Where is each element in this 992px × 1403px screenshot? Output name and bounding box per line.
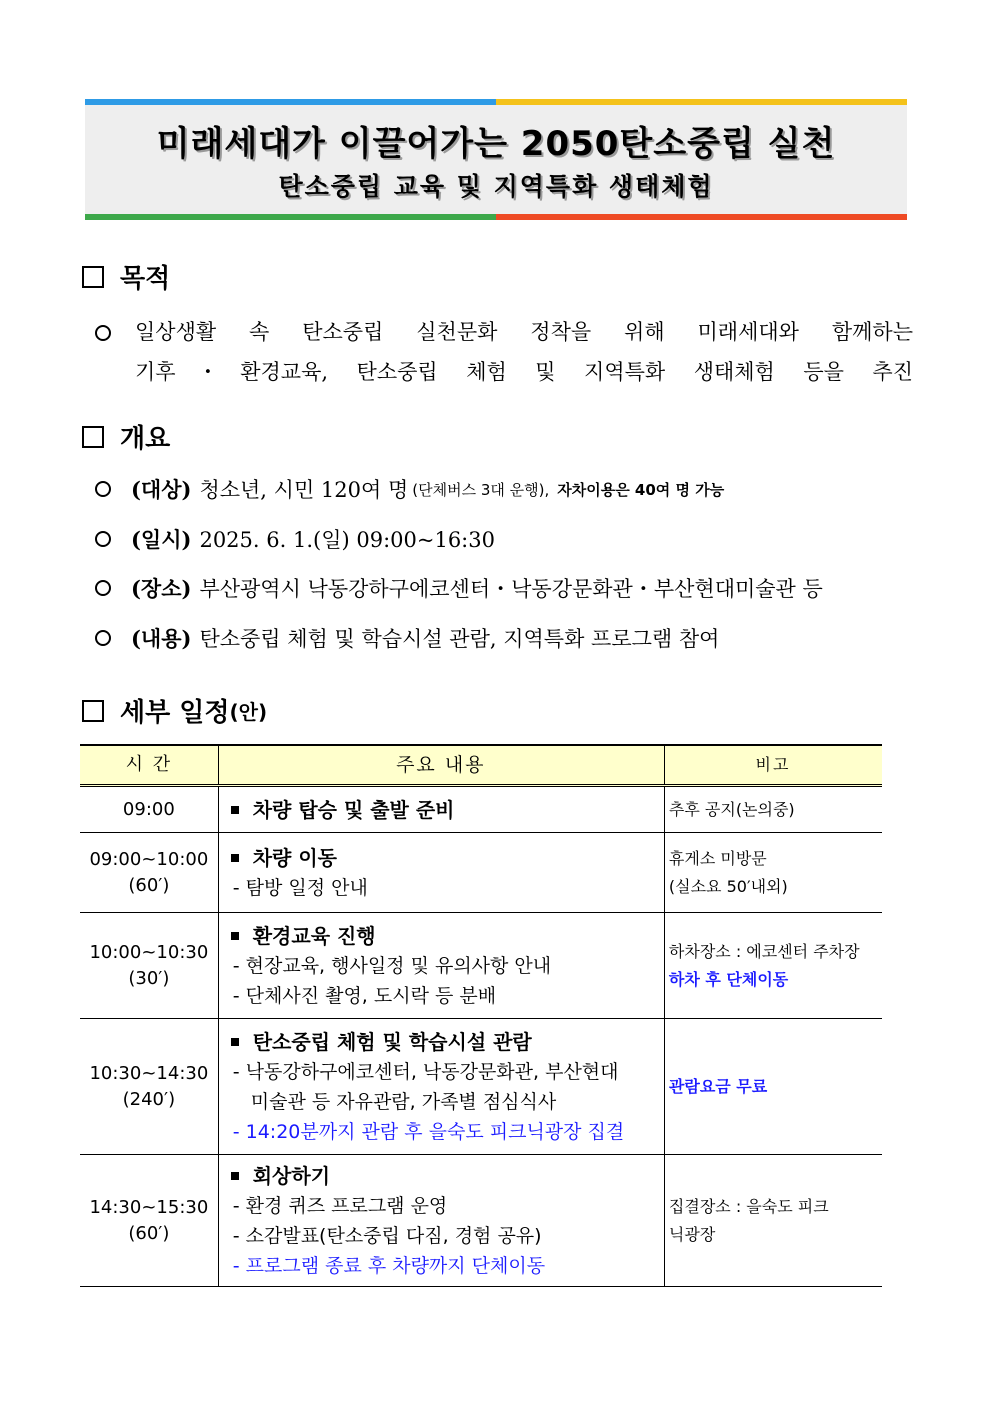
circle-bullet-icon xyxy=(95,531,111,547)
note-text: 닉광장 xyxy=(668,1224,716,1244)
row-item: - 소감발표(탄소중립 다짐, 경험 공유) xyxy=(232,1224,542,1247)
time-text: 10:00~10:30 xyxy=(89,941,209,963)
row-item: - 환경 퀴즈 프로그램 운영 xyxy=(232,1194,448,1217)
schedule-table xyxy=(80,744,882,1287)
note-cell xyxy=(664,1019,882,1155)
content-cell xyxy=(218,786,664,833)
page-subtitle: 탄소중립 교육 및 지역특화 생태체험 xyxy=(278,172,714,201)
row-item: - 현장교육, 행사일정 및 유의사항 안내 xyxy=(232,954,552,977)
overview-place xyxy=(95,573,823,603)
overview-target xyxy=(95,474,724,504)
note-text: 하차장소 : 에코센터 주차장 xyxy=(668,941,860,961)
time-text: 09:00~10:00 xyxy=(89,848,209,870)
duration-text: (30′) xyxy=(128,967,170,989)
note-cell xyxy=(664,1155,882,1287)
circle-bullet-icon xyxy=(95,580,111,596)
note-text: 집결장소 : 을숙도 피크 xyxy=(668,1196,829,1216)
note-text: (실소요 50′내외) xyxy=(668,876,788,896)
note-cell xyxy=(664,786,882,833)
table-row xyxy=(80,913,882,1019)
checkbox-square-icon xyxy=(82,266,104,288)
title-box xyxy=(85,99,907,220)
title-bar-green xyxy=(85,214,496,220)
content-label: (내용) xyxy=(131,626,192,651)
column-header-content: 주요 내용 xyxy=(218,745,664,786)
content-cell xyxy=(218,913,664,1019)
circle-bullet-icon xyxy=(95,630,111,646)
section-overview xyxy=(82,418,170,455)
time-cell xyxy=(80,833,218,913)
square-bullet-icon xyxy=(231,1038,239,1046)
time-cell xyxy=(80,913,218,1019)
page-title: 미래세대가 이끌어가는 2050탄소중립 실천 xyxy=(156,124,836,164)
row-title: 차량 이동 xyxy=(229,843,663,873)
table-row xyxy=(80,786,882,833)
table-row xyxy=(80,1019,882,1155)
column-header-note: 비고 xyxy=(664,745,882,786)
circle-bullet-icon xyxy=(95,325,111,341)
square-bullet-icon xyxy=(231,932,239,940)
table-row xyxy=(80,833,882,913)
row-title: 회상하기 xyxy=(229,1161,663,1191)
title-bar-yellow xyxy=(496,99,907,105)
section-overview-title: 개요 xyxy=(120,424,171,454)
duration-text: (240′) xyxy=(122,1088,176,1110)
section-purpose xyxy=(82,258,170,295)
target-strong-note: 자차이용은 40여 명 가능 xyxy=(557,480,725,499)
table-row xyxy=(80,1155,882,1287)
note-text: 추후 공지(논의중) xyxy=(668,799,795,819)
row-item: - 낙동강하구에코센터, 낙동강문화관, 부산현대 xyxy=(232,1060,619,1083)
title-bar-blue xyxy=(85,99,496,105)
time-text: 09:00 xyxy=(122,798,175,820)
square-bullet-icon xyxy=(231,1172,239,1180)
place-text: 부산광역시 낙동강하구에코센터・낙동강문화관・부산현대미술관 등 xyxy=(199,577,823,601)
row-item: - 단체사진 촬영, 도시락 등 분배 xyxy=(232,984,497,1007)
place-label: (장소) xyxy=(131,576,192,601)
table-header-row xyxy=(80,745,882,786)
row-title: 탄소중립 체험 및 학습시설 관람 xyxy=(229,1027,663,1057)
title-bar-red xyxy=(496,214,907,220)
content-text: 탄소중립 체험 및 학습시설 관람, 지역특화 프로그램 참여 xyxy=(199,627,720,651)
section-schedule-title: 세부 일정 xyxy=(120,698,230,728)
note-highlight: 하차 후 단체이동 xyxy=(668,969,789,989)
circle-bullet-icon xyxy=(95,481,111,497)
overview-date xyxy=(95,524,495,554)
square-bullet-icon xyxy=(231,854,239,862)
content-cell xyxy=(218,833,664,913)
target-note: (단체버스 3대 운행), xyxy=(412,480,550,499)
row-item: 미술관 등 자유관람, 가족별 점심식사 xyxy=(250,1090,557,1113)
purpose-line-1: 일상생활 속 탄소중립 실천문화 정착을 위해 미래세대와 함께하는 xyxy=(135,320,913,344)
row-item: - 탐방 일정 안내 xyxy=(232,876,368,899)
square-bullet-icon xyxy=(231,806,239,814)
time-cell xyxy=(80,786,218,833)
checkbox-square-icon xyxy=(82,700,104,722)
section-schedule xyxy=(82,692,267,729)
duration-text: (60′) xyxy=(128,1222,170,1244)
date-text: 2025. 6. 1.(일) 09:00~16:30 xyxy=(199,528,495,552)
duration-text: (60′) xyxy=(128,874,170,896)
section-schedule-suffix: (안) xyxy=(229,700,268,724)
column-header-time: 시 간 xyxy=(80,745,218,786)
note-highlight: 관람요금 무료 xyxy=(668,1076,768,1096)
note-text: 휴게소 미방문 xyxy=(668,848,767,868)
target-text: 청소년, 시민 120여 명 xyxy=(199,478,409,502)
content-cell xyxy=(218,1019,664,1155)
checkbox-square-icon xyxy=(82,426,104,448)
date-label: (일시) xyxy=(131,527,192,552)
time-text: 14:30~15:30 xyxy=(89,1196,209,1218)
section-purpose-title: 목적 xyxy=(120,264,171,294)
target-label: (대상) xyxy=(131,477,192,502)
time-text: 10:30~14:30 xyxy=(89,1062,209,1084)
overview-content xyxy=(95,623,719,653)
row-title: 환경교육 진행 xyxy=(229,921,663,951)
time-cell xyxy=(80,1019,218,1155)
note-cell xyxy=(664,913,882,1019)
row-item-highlight: - 14:20분까지 관람 후 을숙도 피크닉광장 집결 xyxy=(232,1120,625,1143)
content-cell xyxy=(218,1155,664,1287)
row-item-highlight: - 프로그램 종료 후 차량까지 단체이동 xyxy=(232,1254,546,1277)
purpose-line-2: 기후・환경교육, 탄소중립 체험 및 지역특화 생태체험 등을 추진 xyxy=(135,360,913,384)
row-title: 차량 탑승 및 출발 준비 xyxy=(229,795,663,825)
time-cell xyxy=(80,1155,218,1287)
note-cell xyxy=(664,833,882,913)
